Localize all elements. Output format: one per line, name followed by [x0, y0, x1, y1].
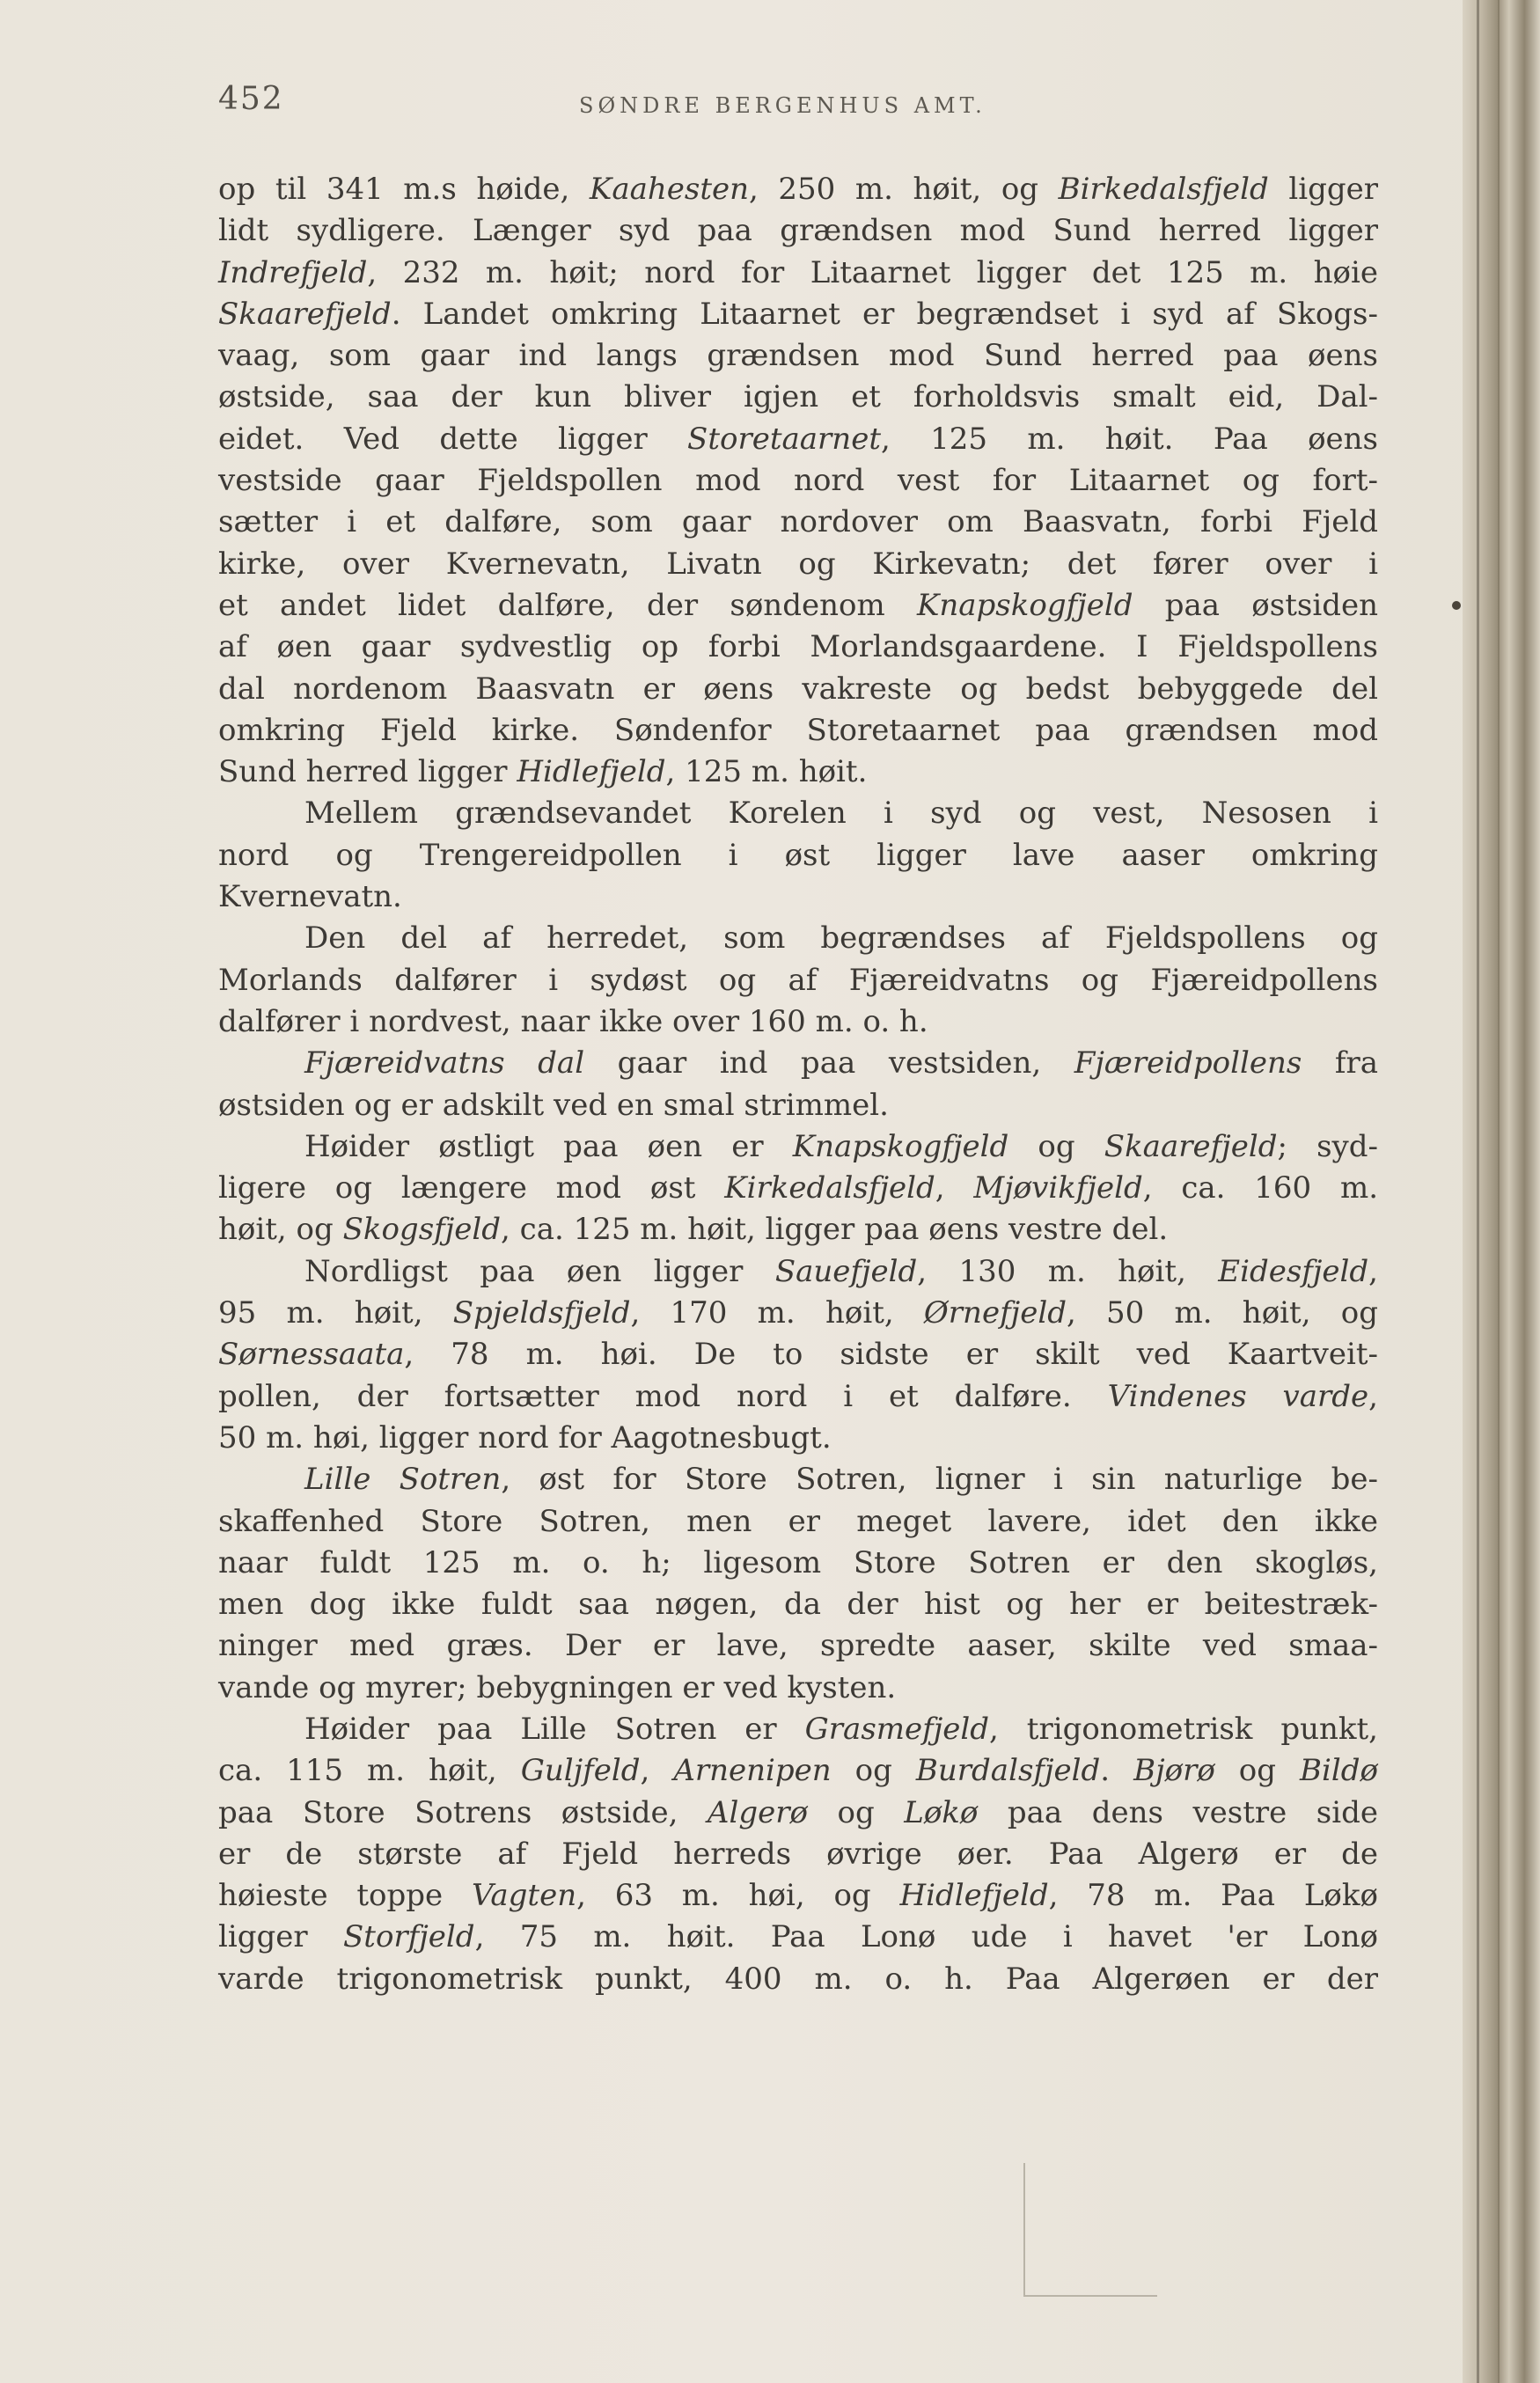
text-line	[218, 1168, 1378, 1209]
text-run: og	[807, 1794, 905, 1830]
text-run: ca. 115 m. høit,	[218, 1753, 521, 1789]
text-line	[218, 669, 1378, 710]
text-line	[218, 1750, 1378, 1792]
text-run: af øen gaar sydvestlig op forbi Morlandsgaardene. I Fjeldspollens	[218, 629, 1378, 665]
text-run: , ca. 125 m. høit, ligger paa øens vestre del.	[501, 1212, 1169, 1248]
scan-artifact	[1023, 2163, 1157, 2297]
place-name: Sauefjeld	[774, 1253, 918, 1289]
text-line	[218, 1293, 1378, 1334]
place-name: Knapskogfjeld	[792, 1128, 1009, 1164]
text-line	[218, 793, 1378, 834]
place-name: Storfjeld	[343, 1919, 475, 1955]
text-line	[218, 1334, 1378, 1375]
text-run: men dog ikke fuldt saa nøgen, da der hist og her er beitestræk-	[218, 1587, 1378, 1623]
text-run: et andet lidet dalføre, der søndenom	[218, 587, 917, 623]
place-name: Spjeldsfjeld	[452, 1295, 631, 1331]
place-name: Vagten	[471, 1878, 577, 1914]
text-line	[218, 377, 1378, 418]
text-line	[218, 585, 1378, 627]
place-name: Indrefjeld	[218, 254, 368, 290]
text-run: paa dens vestre side	[978, 1794, 1379, 1830]
running-head: SØNDRE BERGENHUS AMT.	[579, 93, 986, 118]
body-text	[218, 169, 1378, 2000]
text-run: og	[831, 1753, 916, 1789]
text-run: ligger	[218, 1919, 343, 1955]
text-line	[218, 960, 1378, 1001]
place-name: Fjæreidpollens	[1074, 1045, 1302, 1082]
text-run: naar fuldt 125 m. o. h; ligesom Store Sotren er den skogløs,	[218, 1544, 1378, 1580]
text-run: , 250 m. høit, og	[749, 172, 1059, 207]
place-name: Guljfeld	[520, 1753, 641, 1789]
text-run: , trigonometrisk punkt,	[989, 1711, 1378, 1747]
text-run: er de største af Fjeld herreds øvrige øer. Paa Algerø er de	[218, 1836, 1378, 1872]
place-name: Kaahesten	[589, 172, 750, 207]
place-name: Skaarefjeld	[1104, 1128, 1278, 1164]
text-run: pollen, der fortsætter mod nord i et dalføre.	[218, 1378, 1108, 1414]
margin-mark	[1452, 601, 1461, 610]
text-run: , 130 m. høit,	[917, 1253, 1219, 1289]
text-run: , 50 m. høit, og	[1066, 1295, 1378, 1331]
text-run: , 78 m. Paa Løkø	[1048, 1878, 1378, 1914]
text-line	[218, 169, 1378, 210]
text-run: ; syd-	[1277, 1128, 1378, 1164]
text-line	[218, 1584, 1378, 1625]
binding-shadow	[1477, 0, 1479, 2383]
text-run: varde trigonometrisk punkt, 400 m. o. h. Paa Algerøen er der	[218, 1961, 1378, 1997]
text-run: østsiden og er adskilt ved en smal strimmel.	[218, 1087, 889, 1123]
text-run: paa Store Sotrens østside,	[218, 1794, 708, 1830]
place-name: Hidlefjeld	[899, 1878, 1049, 1914]
text-run: 95 m. høit,	[218, 1295, 453, 1331]
text-run: , øst for Store Sotren, ligner i sin naturlige be-	[501, 1462, 1379, 1498]
text-run: gaar ind paa vestsiden,	[584, 1045, 1074, 1082]
text-run: vaag, som gaar ind langs grændsen mod Sund herred paa øens	[218, 338, 1378, 374]
text-run: , 75 m. høit. Paa Lonø ude i havet 'er Lonø	[474, 1919, 1378, 1955]
place-name: Hidlefjeld	[517, 754, 666, 790]
text-line	[218, 1209, 1378, 1250]
text-run: op til 341 m.s høide,	[218, 172, 590, 207]
text-run: skaffenhed Store Sotren, men er meget lavere, idet den ikke	[218, 1503, 1378, 1539]
text-line	[218, 253, 1378, 294]
text-run: .	[1100, 1753, 1134, 1789]
text-run: sætter i et dalføre, som gaar nordover om Baasvatn, forbi Fjeld	[218, 504, 1378, 540]
text-run: ,	[1368, 1253, 1378, 1289]
place-name: Kirkedalsfjeld	[724, 1170, 935, 1206]
text-run: Mellem grændsevandet Korelen i syd og vest, Nesosen i	[304, 796, 1378, 832]
text-run: nord og Trengereidpollen i øst ligger lave aaser omkring	[218, 837, 1378, 873]
text-run: , ca. 160 m.	[1142, 1170, 1379, 1206]
text-run: lidt sydligere. Længer syd paa grændsen mod Sund herred ligger	[218, 213, 1378, 249]
text-run: ,	[935, 1170, 974, 1206]
place-name: Algerø	[707, 1794, 808, 1830]
place-name: Fjæreidvatns dal	[304, 1045, 585, 1082]
text-line	[218, 1543, 1378, 1584]
text-line	[218, 627, 1378, 668]
text-run: Kvernevatn.	[218, 879, 402, 915]
place-name: Vindenes varde	[1107, 1378, 1369, 1414]
text-line	[218, 1625, 1378, 1667]
text-line	[218, 752, 1378, 793]
text-run: ligger	[1268, 172, 1378, 207]
text-line	[218, 1418, 1378, 1459]
text-run: Morlands dalfører i sydøst og af Fjæreidvatns og Fjæreidpollens	[218, 962, 1378, 998]
text-run: kirke, over Kvernevatn, Livatn og Kirkevatn; det fører over i	[218, 546, 1378, 582]
text-run: paa østsiden	[1133, 587, 1378, 623]
text-run: ,	[640, 1753, 674, 1789]
text-line	[218, 876, 1378, 918]
text-line	[218, 1834, 1378, 1875]
text-line	[218, 710, 1378, 752]
text-run: fra	[1302, 1045, 1378, 1082]
text-run: , 125 m. høit.	[665, 754, 868, 790]
text-line	[218, 210, 1378, 252]
text-run: høieste toppe	[218, 1878, 472, 1914]
text-line	[218, 1376, 1378, 1418]
text-line	[218, 1043, 1378, 1084]
text-run: , 232 m. høit; nord for Litaarnet ligger det 125 m. høie	[367, 254, 1378, 290]
text-run: ligere og længere mod øst	[218, 1170, 725, 1206]
text-line	[218, 1875, 1378, 1917]
text-run: , 78 m. høi. De to sidste er skilt ved Kaartveit-	[404, 1337, 1378, 1373]
text-line	[218, 544, 1378, 585]
text-line	[218, 460, 1378, 502]
place-name: Ørnefjeld	[923, 1295, 1067, 1331]
place-name: Knapskogfjeld	[916, 587, 1133, 623]
text-line	[218, 835, 1378, 876]
text-run: dal nordenom Baasvatn er øens vakreste og bedst bebyggede del	[218, 671, 1378, 707]
text-run: , 63 m. høi, og	[576, 1878, 900, 1914]
text-line	[218, 294, 1378, 335]
place-name: Birkedalsfjeld	[1058, 172, 1269, 207]
place-name: Burdalsfjeld	[915, 1753, 1101, 1789]
text-run: vande og myrer; bebygningen er ved kysten.	[218, 1669, 897, 1705]
text-run: ,	[1368, 1378, 1378, 1414]
text-run: og	[1214, 1753, 1301, 1789]
place-name: Mjøvikfjeld	[973, 1170, 1143, 1206]
place-name: Skogsfjeld	[342, 1212, 502, 1248]
place-name: Lille Sotren	[304, 1462, 502, 1498]
place-name: Løkø	[904, 1794, 979, 1830]
page-number: 452	[218, 81, 284, 117]
place-name: Storetaarnet	[687, 421, 881, 457]
text-run: Den del af herredet, som begrændses af Fjeldspollens og	[304, 920, 1378, 957]
text-run: ninger med græs. Der er lave, spredte aaser, skilte ved smaa-	[218, 1628, 1378, 1664]
text-run: omkring Fjeld kirke. Søndenfor Storetaarnet paa grændsen mod	[218, 712, 1378, 748]
text-line	[218, 1501, 1378, 1543]
text-line	[218, 335, 1378, 377]
text-run: Høider paa Lille Sotren er	[304, 1711, 805, 1747]
place-name: Skaarefjeld	[218, 296, 392, 332]
place-name: Grasmefjeld	[804, 1711, 990, 1747]
place-name: Arnenipen	[673, 1753, 832, 1789]
text-run: østside, saa der kun bliver igjen et forholdsvis smalt eid, Dal-	[218, 379, 1378, 415]
binding-shadow	[1498, 0, 1500, 2383]
place-name: Bjørø	[1133, 1753, 1215, 1789]
text-line	[218, 1917, 1378, 1958]
text-line	[218, 1793, 1378, 1834]
page-header	[218, 81, 1380, 134]
text-line	[218, 1001, 1378, 1043]
text-run: eidet. Ved dette ligger	[218, 421, 688, 457]
text-line	[218, 502, 1378, 543]
book-binding-edge	[1463, 0, 1540, 2383]
text-line	[218, 1251, 1378, 1293]
place-name: Bildø	[1300, 1753, 1378, 1789]
text-run: høit, og	[218, 1212, 343, 1248]
place-name: Eidesfjeld	[1218, 1253, 1369, 1289]
text-run: Nordligst paa øen ligger	[304, 1253, 775, 1289]
place-name: Sørnessaata	[218, 1337, 405, 1373]
text-line	[218, 1668, 1378, 1709]
text-run: og	[1008, 1128, 1104, 1164]
text-line	[218, 1459, 1378, 1500]
text-line	[218, 1959, 1378, 2000]
text-run: dalfører i nordvest, naar ikke over 160 m. o. h.	[218, 1003, 928, 1039]
text-line	[218, 1085, 1378, 1126]
text-run: . Landet omkring Litaarnet er begrændset i syd af Skogs-	[391, 296, 1378, 332]
text-run: vestside gaar Fjeldspollen mod nord vest for Litaarnet og fort-	[218, 463, 1378, 499]
text-run: Høider østligt paa øen er	[304, 1128, 793, 1164]
text-line	[218, 419, 1378, 460]
text-run: 50 m. høi, ligger nord for Aagotnesbugt.	[218, 1419, 832, 1455]
text-run: , 125 m. høit. Paa øens	[880, 421, 1379, 457]
text-line	[218, 918, 1378, 959]
text-line	[218, 1126, 1378, 1168]
text-run: , 170 m. høit,	[630, 1295, 924, 1331]
text-run: Sund herred ligger	[218, 754, 517, 790]
text-line	[218, 1709, 1378, 1750]
